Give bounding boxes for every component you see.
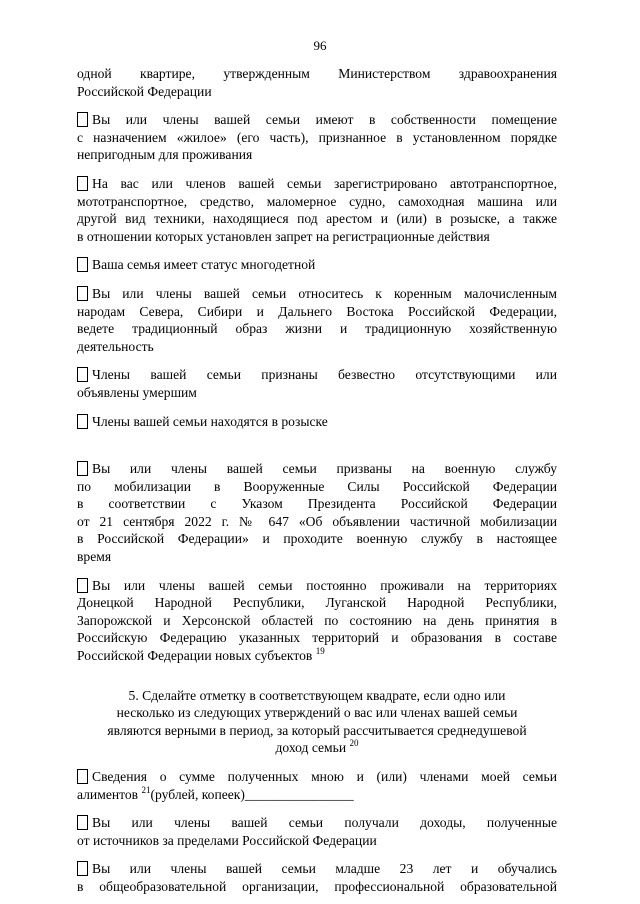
text-line: являются верными в период, за который рассчитывается среднедушевой [107, 722, 527, 738]
intro-paragraph [77, 65, 557, 100]
text-line: от источников за пределами Российской Федерации [77, 832, 377, 848]
text-line: от 21 сентября 2022 г. № 647 «Об объявлении частичной мобилизации [77, 513, 557, 529]
text-line: Вы или члены вашей семьи имеют в собственности помещение [92, 112, 557, 128]
footnote-ref: 20 [349, 738, 359, 749]
text-line: время [77, 549, 112, 565]
text-line: одной квартире, утвержденным Министерством здравоохранения [77, 66, 557, 81]
text-line: Российскую Федерацию указанных территорий и образования в составе [77, 630, 557, 646]
text-line: народам Севера, Сибири и Дальнего Востока Российской Федерации, [77, 303, 557, 319]
text-line: Члены вашей семьи признаны безвестно отсутствующими или [92, 367, 557, 383]
section-5-heading [77, 687, 557, 757]
text-line: в отношении которых установлен запрет на регистрационные действия [77, 228, 490, 244]
alimony-amount-field[interactable]: (рублей, копеек)________________ [150, 786, 354, 802]
text-line: алиментов [77, 786, 139, 802]
footnote-ref: 21 [141, 784, 151, 795]
text-line: Вы или члены вашей семьи призваны на военную службу [92, 461, 557, 477]
text-line: Вы или члены вашей семьи относитесь к коренным малочисленным [92, 285, 557, 301]
item-mobilization [77, 460, 557, 566]
checkbox[interactable] [77, 461, 88, 476]
checkbox[interactable] [77, 578, 88, 593]
item-large-family [77, 256, 557, 274]
document-content [77, 65, 557, 896]
checkbox[interactable] [77, 769, 88, 784]
checkbox[interactable] [77, 257, 88, 272]
text-line: Вы или члены вашей семьи получали доходы, полученные [92, 815, 557, 831]
text-line: Запорожской и Херсонской областей по состоянию на день принятия в [77, 612, 557, 628]
text-line: другой вид техники, находящиеся под арестом и (или) в розыске, а также [77, 211, 557, 227]
text-line: Российской Федерации новых субъектов [77, 648, 313, 664]
text-line: деятельность [77, 338, 154, 354]
text-line: в общеобразовательной организации, профессиональной образовательной [77, 878, 557, 894]
text-line: с назначением «жилое» (его часть), признанное в установленном порядке [77, 129, 557, 145]
text-line: объявлены умершим [77, 384, 197, 400]
item-foreign-income [77, 814, 557, 849]
item-own-uninhabitable-housing [77, 111, 557, 164]
item-indigenous-peoples [77, 285, 557, 355]
text-line: Вы или члены вашей семьи постоянно проживали на территориях [92, 577, 557, 593]
checkbox[interactable] [77, 367, 88, 382]
checkbox[interactable] [77, 815, 88, 830]
item-new-territories [77, 577, 557, 665]
text-line: Сведения о сумме полученных мною и (или) членами моей семьи [92, 769, 557, 784]
text-line: На вас или членов вашей семьи зарегистрировано автотранспортное, [92, 175, 557, 191]
item-students-under-23 [77, 860, 557, 895]
text-line: Донецкой Народной Республики, Луганской Народной Республики, [77, 595, 557, 611]
item-wanted [77, 413, 557, 431]
page-number: 96 [313, 38, 327, 53]
text-line: в Российской Федерации» и проходите военную службу в настоящее [77, 531, 557, 547]
item-alimony [77, 768, 557, 803]
footnote-ref: 19 [315, 646, 325, 657]
text-line: Ваша семья имеет статус многодетной [92, 257, 316, 273]
item-vehicle-arrest [77, 175, 557, 245]
text-line: непригодным для проживания [77, 147, 253, 163]
checkbox[interactable] [77, 176, 88, 191]
checkbox[interactable] [77, 286, 88, 301]
checkbox[interactable] [77, 861, 88, 876]
text-line: по мобилизации в Вооруженные Силы Российской Федерации [77, 478, 557, 494]
text-line: несколько из следующих утверждений о вас или членах вашей семьи [116, 705, 518, 721]
checkbox[interactable] [77, 414, 88, 429]
checkbox[interactable] [77, 112, 88, 127]
text-line: Российской Федерации [77, 83, 212, 99]
text-line: доход семьи [275, 740, 347, 756]
text-line: Члены вашей семьи находятся в розыске [92, 413, 328, 429]
text-line: Вы или члены вашей семьи младше 23 лет и обучались [92, 861, 557, 877]
item-missing-or-deceased [77, 366, 557, 401]
text-line: мототранспортное, средство, маломерное судно, самоходная машина или [77, 193, 557, 209]
text-line: 5. Сделайте отметку в соответствующем квадрате, если одно или [128, 687, 506, 703]
text-line: в соответствии с Указом Президента Российской Федерации [77, 496, 557, 512]
text-line: ведете традиционный образ жизни и традиционную хозяйственную [77, 321, 557, 337]
